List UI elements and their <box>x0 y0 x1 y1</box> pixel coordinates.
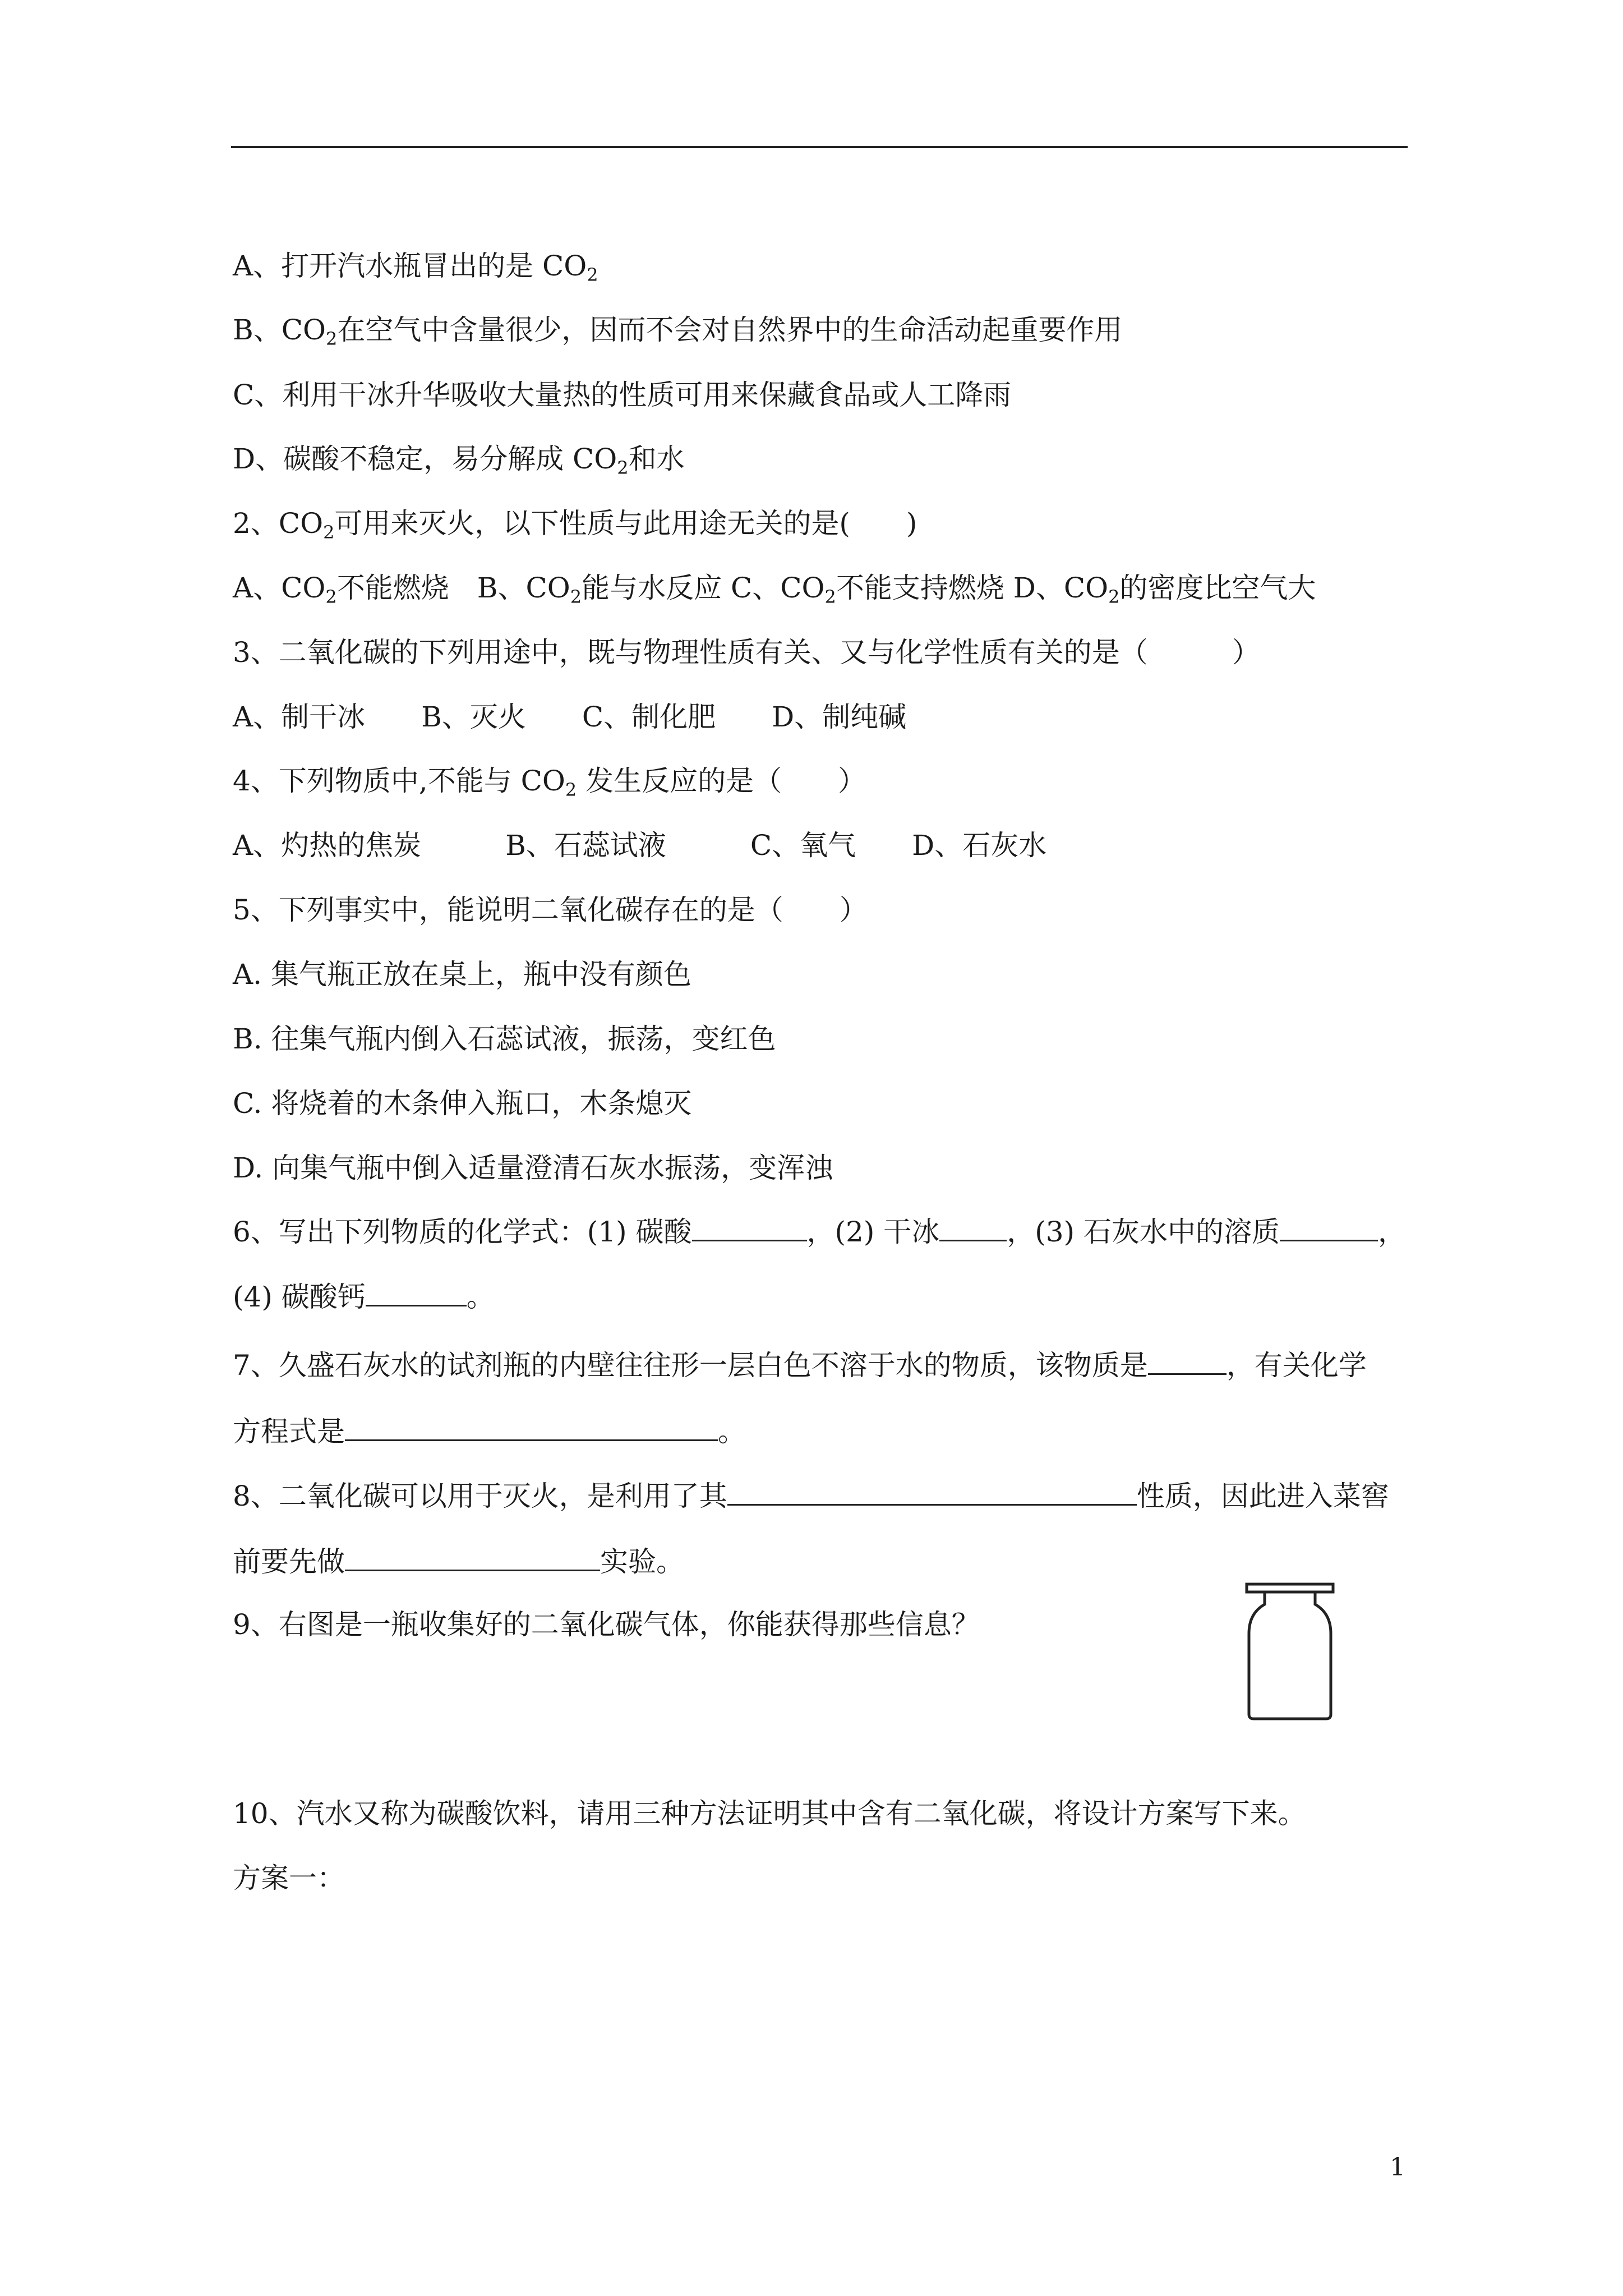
text: D、碳酸不稳定，易分解成 CO <box>233 443 617 475</box>
q5-option-c <box>233 1087 691 1120</box>
question-8-cont <box>233 1545 684 1579</box>
text: 。 <box>466 1281 495 1313</box>
subscript: 2 <box>570 586 582 608</box>
text: 的密度比空气大 <box>1119 572 1316 604</box>
text: 和水 <box>628 443 685 475</box>
q5-option-b <box>233 1022 776 1056</box>
subscript: 2 <box>323 522 335 543</box>
text: 6、写出下列物质的化学式：(1) 碳酸 <box>233 1216 692 1248</box>
q1-option-c <box>233 378 1011 412</box>
text: 性质，因此进入菜窖 <box>1136 1480 1389 1512</box>
answer-blank[interactable] <box>727 1479 1137 1506</box>
subscript: 2 <box>326 328 338 349</box>
subscript: 2 <box>587 264 598 286</box>
text: 方程式是 <box>233 1415 345 1448</box>
q1-option-b <box>233 313 1122 356</box>
subscript: 2 <box>565 779 577 800</box>
question-10 <box>233 1797 1306 1830</box>
question-7-cont <box>233 1415 746 1448</box>
answer-blank[interactable] <box>345 1545 600 1571</box>
text: 5、下列事实中，能说明二氧化碳存在的是（ ） <box>233 894 868 926</box>
q2-options <box>233 571 1316 614</box>
subscript: 2 <box>824 586 836 608</box>
subscript: 2 <box>617 457 629 478</box>
text: ， <box>1377 1216 1406 1248</box>
text: 在空气中含量很少，因而不会对自然界中的生命活动起重要作用 <box>337 314 1123 346</box>
question-4 <box>233 764 866 807</box>
text: (4) 碳酸钙 <box>233 1281 366 1313</box>
question-5 <box>233 893 868 927</box>
text: 前要先做 <box>233 1545 345 1578</box>
text: 10、汽水又称为碳酸饮料，请用三种方法证明其中含有二氧化碳，将设计方案写下来。 <box>233 1797 1306 1830</box>
text: A、灼热的焦炭 B、石蕊试液 C、氧气 D、石灰水 <box>233 829 1047 862</box>
question-8 <box>233 1479 1389 1513</box>
text: 发生反应的是（ ） <box>577 765 866 797</box>
text: 能与水反应 C、CO <box>582 572 825 604</box>
question-9 <box>233 1608 980 1641</box>
answer-blank[interactable] <box>366 1280 467 1306</box>
q3-options <box>233 700 906 734</box>
text: ，(3) 石灰水中的溶质 <box>1007 1216 1280 1248</box>
text: 不能支持燃烧 D、CO <box>836 572 1109 604</box>
header-rule <box>231 146 1408 148</box>
text: 不能燃烧 B、CO <box>336 572 570 604</box>
text: 8、二氧化碳可以用于灭火，是利用了其 <box>233 1480 727 1512</box>
plan-one-label <box>233 1861 345 1895</box>
answer-blank[interactable] <box>1280 1215 1378 1241</box>
text: 3、二氧化碳的下列用途中，既与物理性质有关、又与化学性质有关的是（ ） <box>233 636 1260 669</box>
text: 。 <box>718 1415 746 1448</box>
page-number: 1 <box>1390 2153 1405 2182</box>
text: 9、右图是一瓶收集好的二氧化碳气体，你能获得那些信息？ <box>233 1608 980 1641</box>
question-6 <box>233 1215 1406 1249</box>
text: B、CO <box>233 314 326 346</box>
q5-option-d <box>233 1151 833 1185</box>
q1-option-a <box>233 249 598 292</box>
text: 4、下列物质中,不能与 CO <box>233 765 565 797</box>
subscript: 2 <box>325 586 337 608</box>
q4-options <box>233 829 1046 862</box>
answer-blank[interactable] <box>939 1215 1007 1241</box>
text: A、打开汽水瓶冒出的是 CO <box>233 250 587 282</box>
question-2 <box>233 507 917 549</box>
answer-blank[interactable] <box>345 1415 718 1441</box>
text: ，(2) 干冰 <box>806 1216 940 1248</box>
text: C. 将烧着的木条伸入瓶口，木条熄灭 <box>233 1087 692 1120</box>
text: 2、CO <box>233 507 324 540</box>
answer-blank[interactable] <box>1148 1349 1227 1375</box>
question-6-cont <box>233 1280 495 1314</box>
text: 方案一： <box>233 1862 345 1894</box>
text: C、利用干冰升华吸收大量热的性质可用来保藏食品或人工降雨 <box>233 379 1012 411</box>
text: A. 集气瓶正放在桌上，瓶中没有颜色 <box>233 958 691 991</box>
question-3 <box>233 636 1260 669</box>
text: A、制干冰 B、灭火 C、制化肥 D、制纯碱 <box>233 701 907 733</box>
question-7 <box>233 1349 1367 1382</box>
subscript: 2 <box>1108 586 1120 608</box>
text: B. 往集气瓶内倒入石蕊试液，振荡，变红色 <box>233 1023 776 1055</box>
text: 可用来灭火，以下性质与此用途无关的是( ) <box>334 507 917 540</box>
q1-option-d <box>233 442 685 485</box>
text: A、CO <box>233 572 326 604</box>
text: 实验。 <box>600 1545 684 1578</box>
answer-blank[interactable] <box>692 1215 807 1241</box>
text: 7、久盛石灰水的试剂瓶的内壁往往形一层白色不溶于水的物质，该物质是 <box>233 1349 1148 1382</box>
gas-jar-bottle-icon <box>1242 1582 1338 1722</box>
q5-option-a <box>233 958 691 991</box>
text: ，有关化学 <box>1226 1349 1367 1382</box>
text: D. 向集气瓶中倒入适量澄清石灰水振荡，变浑浊 <box>233 1152 833 1184</box>
